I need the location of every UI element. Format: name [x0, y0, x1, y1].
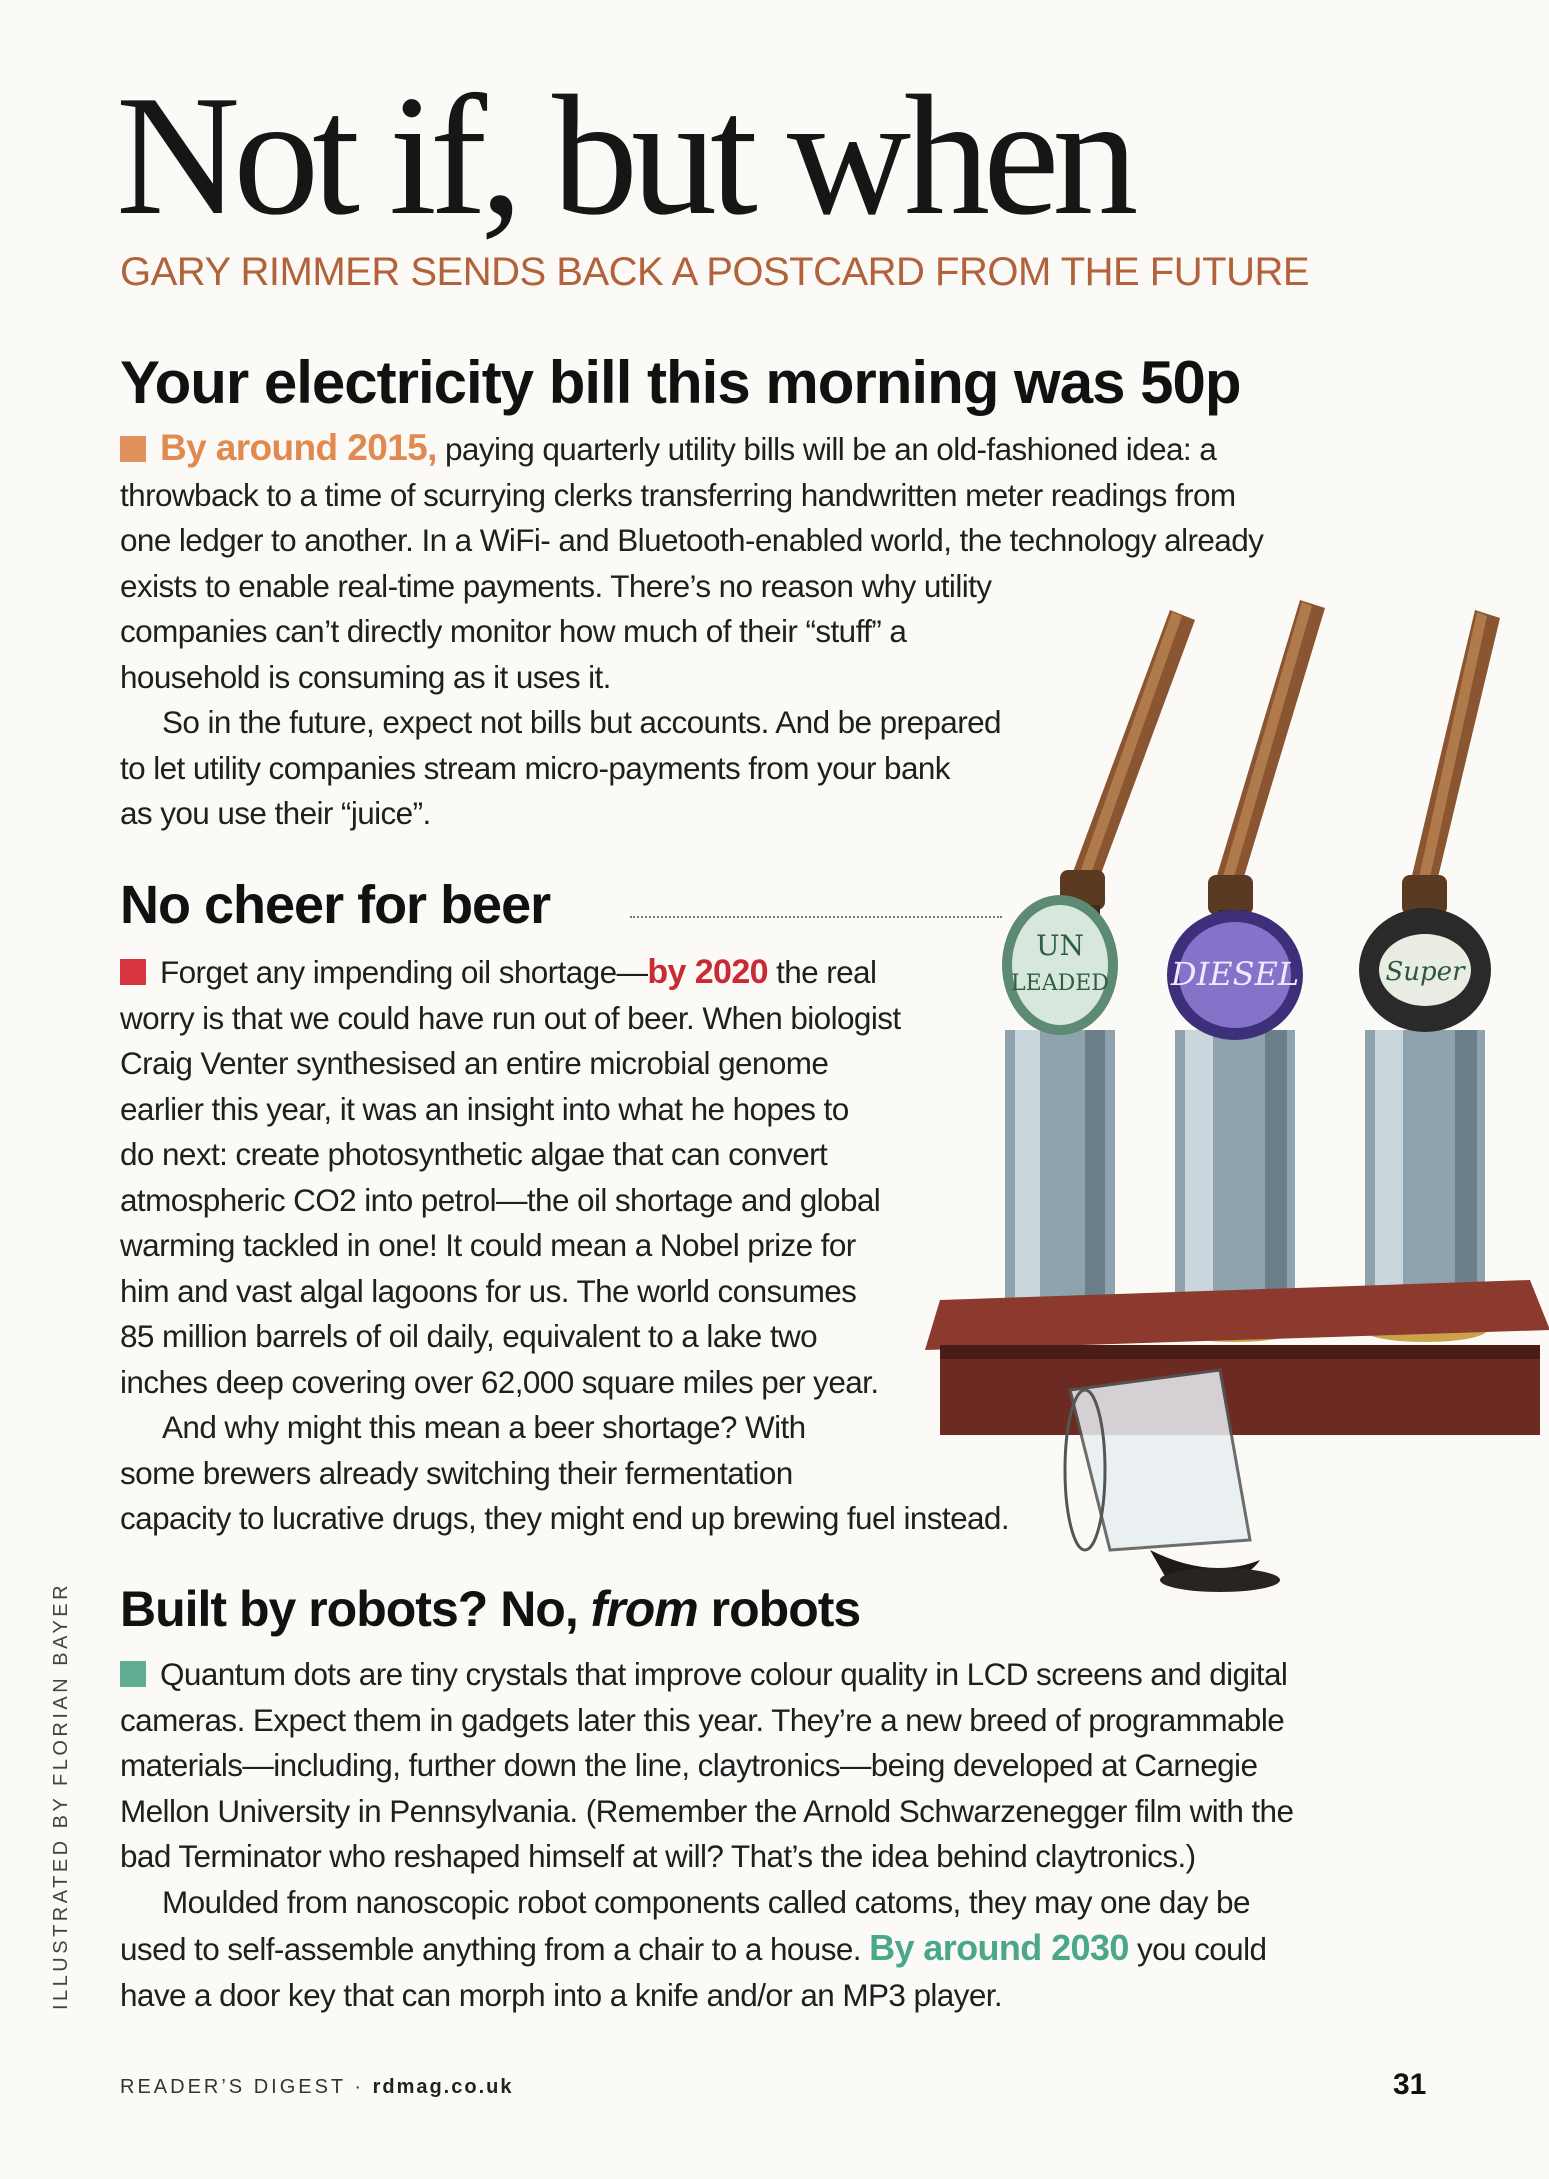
pump-handle-2 — [1208, 600, 1325, 935]
pump-label-unleaded-top: UN — [1035, 929, 1085, 962]
text-line: him and vast algal lagoons for us. The world consumes — [120, 1272, 857, 1309]
text-line: earlier this year, it was an insight into what he hopes to — [120, 1090, 849, 1127]
line-text: Forget any impending oil shortage— — [160, 954, 648, 990]
text-line: Mellon University in Pennsylvania. (Remember the Arnold Schwarzenegger film with the — [120, 1792, 1294, 1829]
text-line: have a door key that can morph into a knife and/or an MP3 player. — [120, 1976, 1003, 2013]
text-line: throwback to a time of scurrying clerks transferring handwritten meter readings from — [120, 476, 1236, 513]
section-heading-electricity: Your electricity bill this morning was 50p — [120, 349, 1241, 416]
text-line: as you use their “juice”. — [120, 795, 431, 831]
text-line: So in the future, expect not bills but accounts. And be prepared — [162, 704, 1001, 740]
bullet-square-icon — [120, 959, 146, 985]
section-heading-beer: No cheer for beer — [120, 875, 551, 935]
text-line: household is consuming as it uses it. — [120, 658, 611, 695]
text-line: companies can’t directly monitor how much of their “stuff” a — [120, 613, 907, 649]
text-line: do next: create photosynthetic algae that can convert — [120, 1136, 828, 1172]
highlight-date: By around 2030 — [869, 1927, 1129, 1968]
pump-handle-3 — [1402, 610, 1500, 935]
paragraph — [120, 1880, 1440, 2019]
beer-pump-illustration — [920, 590, 1549, 1610]
bullet-square-icon — [120, 1661, 146, 1687]
pump-label-super: Super — [1385, 957, 1465, 987]
pump-label-diesel: DIESEL — [1170, 955, 1300, 993]
text-line: exists to enable real-time payments. There’s no reason why utility — [120, 567, 992, 604]
text-line: 85 million barrels of oil daily, equivalent to a lake two — [120, 1318, 818, 1354]
text-line: one ledger to another. In a WiFi- and Bluetooth-enabled world, the technology already — [120, 522, 1264, 558]
heading-italic: from — [590, 1581, 698, 1637]
section-body-robots — [120, 1652, 1440, 2018]
line-text: Quantum dots are tiny crystals that improve colour quality in LCD screens and digital — [160, 1656, 1288, 1692]
pump-label-unleaded: LEADED — [1011, 971, 1109, 996]
pump-body-1 — [1002, 895, 1118, 1342]
footer-publication — [120, 2076, 513, 2099]
highlight-date: by 2020 — [647, 953, 768, 991]
section-heading-robots — [120, 1580, 860, 1638]
text-line — [120, 425, 1420, 473]
text-line: Moulded from nanoscopic robot components called catoms, they may one day be — [162, 1883, 1250, 1920]
text-line: Craig Venter synthesised an entire microbial genome — [120, 1045, 829, 1081]
text-line: And why might this mean a beer shortage? With — [162, 1409, 806, 1445]
heading-text: Built by robots? No, — [120, 1581, 578, 1637]
paragraph — [120, 1652, 1440, 1880]
line-text: the real — [776, 954, 877, 990]
text-line: worry is that we could have run out of beer. When biologist — [120, 999, 901, 1036]
line-text: you could — [1136, 1931, 1267, 1967]
text-line: some brewers already switching their fermentation — [120, 1454, 793, 1491]
text-line — [120, 1925, 1440, 1973]
text-line: cameras. Expect them in gadgets later this year. They’re a new breed of programmable — [120, 1701, 1285, 1738]
text-line — [120, 1652, 1440, 1698]
line-text: paying quarterly utility bills will be an old-fashioned idea: a — [445, 431, 1217, 467]
text-line: to let utility companies stream micro-payments from your bank — [120, 749, 950, 786]
publication-name: READER’S DIGEST — [120, 2076, 346, 2098]
footer-separator: · — [345, 2076, 373, 2098]
text-line: bad Terminator who reshaped himself at will? That’s the idea behind claytronics.) — [120, 1838, 1196, 1874]
illustration-credit: ILLUSTRATED BY FLORIAN BAYER — [50, 1581, 72, 2010]
text-line: materials—including, further down the line, claytronics—being developed at Carnegie — [120, 1747, 1258, 1783]
text-line: atmospheric CO2 into petrol—the oil shortage and global — [120, 1181, 881, 1218]
line-text: used to self-assemble anything from a chair to a house. — [120, 1931, 861, 1967]
highlight-date: By around 2015, — [160, 427, 437, 468]
text-line: capacity to lucrative drugs, they might end up brewing fuel instead. — [120, 1500, 1009, 1536]
article-title: Not if, but when — [116, 61, 1132, 251]
bullet-square-icon — [120, 436, 146, 462]
text-line: inches deep covering over 62,000 square miles per year. — [120, 1363, 879, 1400]
pump-handle-1 — [1060, 610, 1195, 930]
text-line: warming tackled in one! It could mean a Nobel prize for — [120, 1227, 856, 1263]
footer-site: rdmag.co.uk — [372, 2076, 514, 2098]
bar-counter — [925, 1280, 1549, 1435]
page-number: 31 — [1393, 2068, 1427, 2101]
article-subtitle: GARY RIMMER SENDS BACK A POSTCARD FROM THE FUTURE — [120, 250, 1310, 294]
heading-text: robots — [710, 1581, 861, 1637]
